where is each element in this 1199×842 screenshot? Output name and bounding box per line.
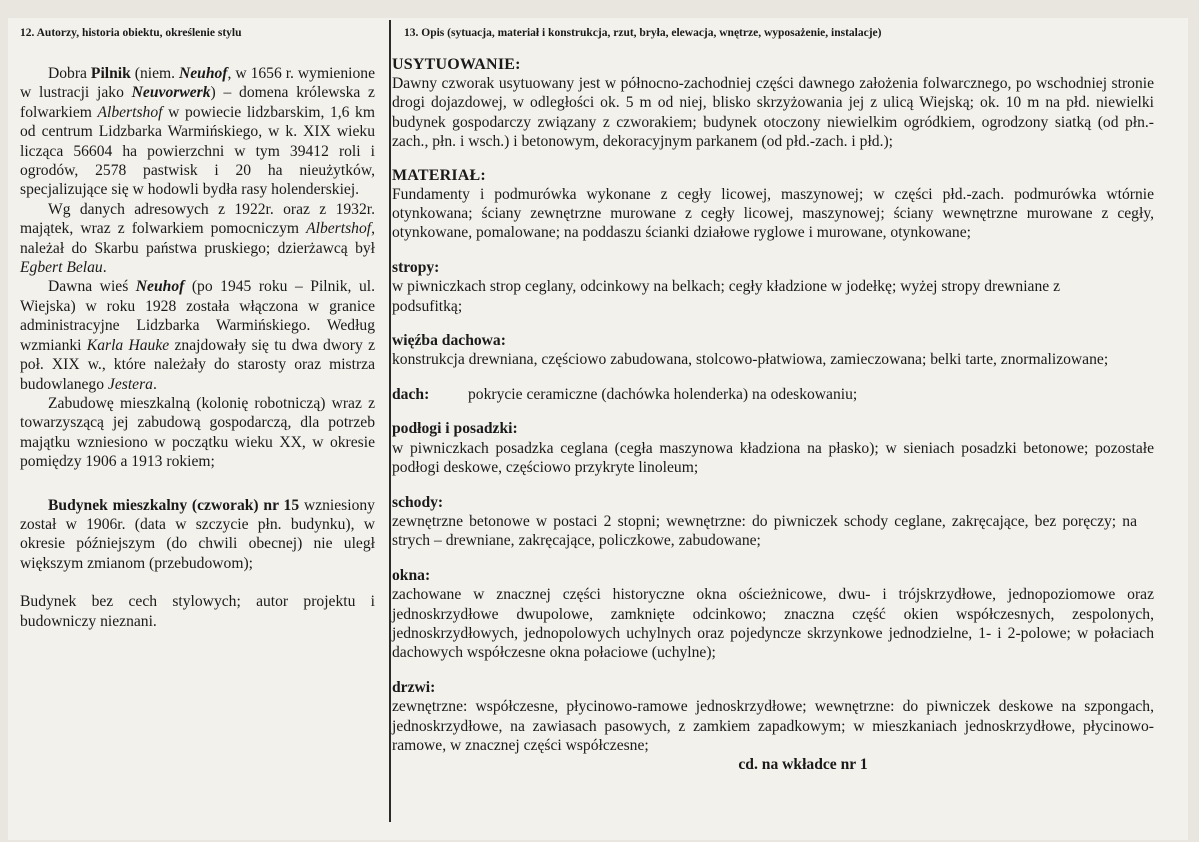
place-name-albertshof: Albertshof — [306, 220, 372, 238]
text-run: . — [152, 375, 157, 393]
doors-title: drzwi: — [392, 678, 436, 696]
ceilings-title: stropy: — [392, 258, 440, 276]
text-run: . — [102, 259, 107, 277]
stairs-title: schody: — [392, 493, 444, 511]
windows-title: okna: — [392, 566, 431, 584]
continued-note: cd. na wkładce nr 1 — [738, 756, 868, 774]
history-section-header: 12. Autorzy, historia obiektu, określenie stylu — [20, 27, 242, 39]
stairs-text: zewnętrzne betonowe w postaci 2 stopni; wewnętrzne: do piwniczek schody ceglane, zakręcające, bez poręczy; na strych – drewniane, zakręcające, policzkowe, zabudowane; — [392, 512, 1137, 550]
roof-row — [392, 385, 1154, 404]
roof-text: pokrycie ceramiczne (dachówka holenderka) na odeskowaniu; — [468, 385, 858, 403]
text-run: wzniesiony został w 1906r. (data w szczycie płn. budynku), w okresie późniejszym (do chwili obecnej) nie uległ większym zmianom (przebudowom); — [20, 496, 375, 572]
text-run: ) – domena królewska z folwarkiem — [20, 84, 375, 121]
person-name-belau: Egbert Belau — [20, 259, 103, 277]
material-text: Fundamenty i podmurówka wykonane z cegły licowej, maszynowej; w części płd.-zach. podmurówka wtórnie otynkowana; ściany zewnętrzne murowane z cegły licowej, maszynowej; ściany wewnętrzne murowane z cegły, otynkowane, pomalowane; na poddaszu ścianki działowe ryglowe i murowane, otynkowane; — [392, 185, 1154, 242]
roof-title: dach: — [392, 385, 430, 403]
text-run: znajdowały się tu dwa dwory z poł. XIX w., które należały do starosty oraz mistrza budowlanego — [20, 336, 376, 393]
text-run: w powiecie lidzbarskim, 1,6 km od centrum Lidzbarka Warmińskiego, w k. XIX wieku licząca 56604 ha powierzchni w tym 39412 roli i ogrodów, 2578 pastwisk i 20 ha nieużytków, specjalizujące się w hodowli bydła rasy holenderskiej. — [20, 103, 375, 199]
description-section-header: 13. Opis (sytuacja, materiał i konstrukcja, rzut, bryła, elewacja, wnętrze, wyposażenie, instalacje) — [404, 27, 882, 39]
windows-text: zachowane w znacznej części historyczne okna ościeżnicowe, dwu- i trójskrzydłowe, jednopoziomowe oraz jednoskrzydłowe dwupolowe, zamknięte odcinkowo; znaczna część okien współczesnych, zespolonych, jednoskrzydłowych, jednopolowych uchylnych oraz pojedyncze skrzynkowe jednodzielne, 1- i 2-polowe; w połaciach dachowych współczesne okna połaciowe (uchylne); — [392, 586, 1154, 662]
location-text: Dawny czworak usytuowany jest w północno-zachodniej części dawnego założenia folwarcznego, po wschodniej stronie drogi dojazdowej, w odległości ok. 5 m od niej, blisko skrzyżowania jej z ulicą Wiejską; ok. 10 m na płd. niewielki budynek gospodarczy związany z czworakiem; budynek otoczony niewielkim ogródkiem, ogrodzony siatką (od płn.-zach., płn. i wsch.) i betonowym, dekoracyjnym parkanem (od płd.-zach. i płd.); — [392, 75, 1154, 151]
floors-title: podłogi i posadzki: — [392, 420, 518, 438]
place-name-neuhof: Neuhof — [178, 65, 228, 82]
place-name-neuvorwerk: Neuvorwerk — [131, 84, 211, 102]
estate-history-paragraph — [20, 64, 375, 200]
person-name-jestera: Jestera — [107, 375, 153, 393]
text-run: (niem. — [130, 65, 179, 82]
description-column — [392, 18, 1154, 775]
history-column — [20, 18, 375, 631]
village-history-paragraph — [20, 277, 375, 393]
text-run: , w 1656 r. wymienione w lustracji jako — [20, 65, 375, 102]
roof-truss-title: więźba dachowa: — [392, 332, 506, 350]
style-paragraph: Budynek bez cech stylowych; autor projektu i budowniczy nieznani. — [20, 593, 375, 630]
column-divider — [389, 20, 391, 822]
place-name-neuhof: Neuhof — [135, 278, 185, 296]
doors-text: zewnętrzne: współczesne, płycinowo-ramowe jednoskrzydłowe; wewnętrzne: do piwniczek deskowe na szpongach, jednoskrzydłowe, na zawiasach pasowych, z zamkiem zapadkowym; w mieszkaniach jednoskrzydłowe, płycinowo-ramowe, w znacznej części współczesne; — [392, 698, 1154, 754]
place-name-pilnik: Pilnik — [90, 65, 131, 82]
place-name-albertshof: Albertshof — [97, 103, 163, 121]
text-run: Dobra — [48, 65, 91, 82]
roof-truss-text: konstrukcja drewniana, częściowo zabudowana, stolcowo-płatwiowa, zamieczowana; belki tarte, znormalizowane; — [392, 351, 1109, 369]
material-title: MATERIAŁ: — [392, 166, 486, 184]
person-name-hauke: Karla Hauke — [86, 336, 170, 354]
settlement-paragraph: Zabudowę mieszkalną (kolonię robotniczą) wraz z towarzyszącą jej zabudową gospodarczą, dla potrzeb majątku wzniesiono w początku wieku XX, w okresie pomiędzy 1906 a 1913 rokiem; — [20, 394, 375, 471]
text-run: Wg danych adresowych z 1922r. oraz z 1932r. majątek, wraz z folwarkiem pomocniczym — [20, 200, 375, 238]
text-run: Dawna wieś — [48, 278, 136, 296]
floors-text: w piwniczkach posadzka ceglana (cegła maszynowa kładziona na płasko); w sieniach posadzki betonowe; pozostałe podłogi deskowe, częściowo przykryte linoleum; — [392, 439, 1154, 477]
location-title: USYTUOWANIE: — [392, 56, 521, 73]
ceilings-text: w piwniczkach strop ceglany, odcinkowy na belkach; cegły kładzione w jodełkę; wyżej stropy drewniane z podsufitką; — [392, 278, 1060, 315]
building-name: Budynek mieszkalny (czworak) nr 15 — [48, 496, 300, 514]
address-data-paragraph — [20, 200, 375, 278]
text-run: , należał do Skarbu państwa pruskiego; dzierżawcą był — [20, 220, 375, 257]
text-run: (po 1945 roku – Pilnik, ul. Wiejska) w roku 1928 została włączona w granice administracyjne Lidzbarka Warmińskiego. Według wzmianki — [20, 278, 376, 354]
building-paragraph — [20, 496, 375, 574]
document-sheet — [8, 18, 1188, 840]
